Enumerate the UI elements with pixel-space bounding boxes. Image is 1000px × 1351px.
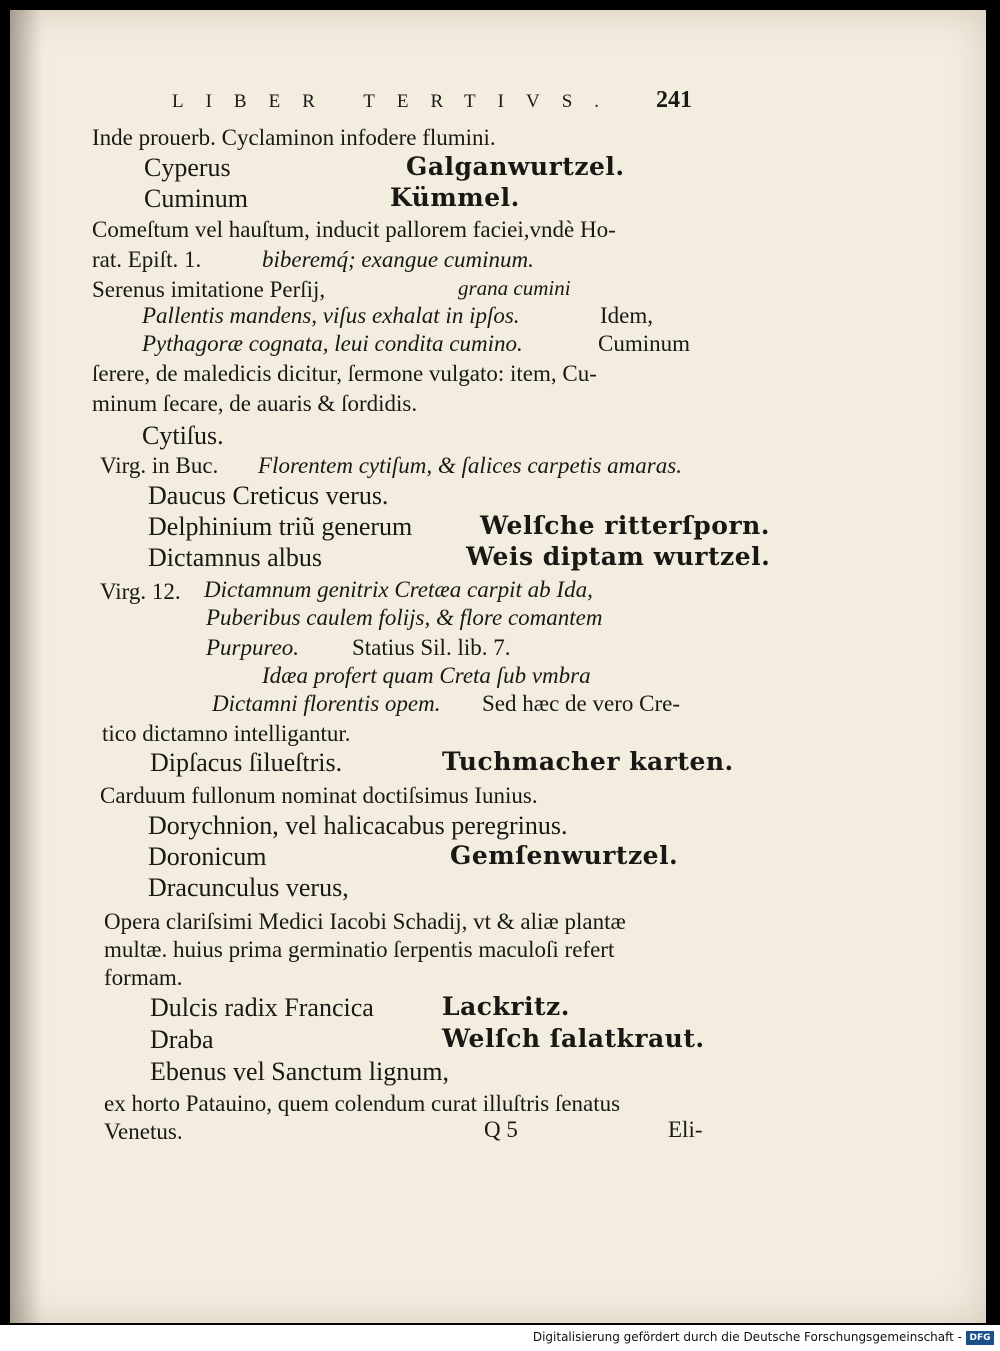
plant-name: Cytiſus. bbox=[142, 421, 224, 450]
text-line: rat. Epiſt. 1. bbox=[92, 247, 202, 272]
plant-name: Ebenus vel Sanctum lignum, bbox=[150, 1057, 449, 1086]
german-name: Lackritz. bbox=[442, 992, 570, 1021]
page-number: 241 bbox=[656, 87, 692, 113]
text-line: Comeſtum vel hauſtum, inducit pallorem faciei,vndè Ho- bbox=[92, 217, 616, 242]
plant-name: Dictamnus albus bbox=[148, 543, 323, 572]
text-line: Virg. 12. bbox=[100, 579, 181, 604]
plant-name: Dorychnion, vel halicacabus peregrinus. bbox=[148, 811, 568, 840]
text-line: ſerere, de maledicis dicitur, ſermone vulgato: item, Cu- bbox=[92, 361, 597, 386]
plant-name: Dulcis radix Francica bbox=[150, 993, 374, 1022]
text-line: formam. bbox=[104, 965, 183, 990]
quote: biberemq́; exangue cuminum. bbox=[262, 247, 534, 272]
text-line: Carduum fullonum nominat doctiſsimus Iunius. bbox=[100, 783, 538, 808]
text-line: Sed hæc de vero Cre- bbox=[482, 691, 680, 716]
quote: Pythagoræ cognata, leui condita cumino. bbox=[142, 331, 523, 356]
text-line: Venetus. bbox=[104, 1119, 183, 1144]
german-name: Galganwurtzel. bbox=[406, 152, 625, 181]
signature-mark: Q 5 bbox=[484, 1117, 518, 1142]
quote: Dictamnum genitrix Cretæa carpit ab Ida, bbox=[204, 577, 593, 602]
footer-credit: Digitalisierung gefördert durch die Deutsche Forschungsgemeinschaft - bbox=[532, 1330, 962, 1344]
quote: Idæa profert quam Creta ſub vmbra bbox=[262, 663, 591, 688]
plant-name: Cuminum bbox=[144, 184, 249, 213]
text-line: Statius Sil. lib. 7. bbox=[352, 635, 511, 660]
german-name: Gemſenwurtzel. bbox=[450, 841, 679, 870]
quote: Pallentis mandens, viſus exhalat in ipſos. bbox=[142, 303, 520, 328]
footer-bar bbox=[0, 1325, 1000, 1351]
text-line: ex horto Patauino, quem colendum curat illuſtris ſenatus bbox=[104, 1091, 621, 1116]
quote: Dictamni florentis opem. bbox=[212, 691, 441, 716]
text-line: Cuminum bbox=[598, 331, 691, 356]
plant-name: Doronicum bbox=[148, 842, 267, 871]
german-name: Tuchmacher karten. bbox=[442, 747, 734, 776]
running-title: LIBER TERTIVS. bbox=[172, 91, 622, 112]
plant-name: Draba bbox=[150, 1025, 214, 1054]
page-gutter-shadow bbox=[10, 10, 42, 1323]
text-line: Inde prouerb. Cyclaminon infodere flumini. bbox=[92, 125, 496, 150]
quote: Puberibus caulem folijs, & flore comantem bbox=[206, 605, 603, 630]
german-name: Welſch ſalatkraut. bbox=[442, 1024, 705, 1053]
text-line: Virg. in Buc. bbox=[100, 453, 219, 478]
text-line: Serenus imitatione Perſij, bbox=[92, 277, 326, 302]
plant-name: Dipſacus ſilueſtris. bbox=[150, 748, 343, 777]
german-name: Weis diptam wurtzel. bbox=[466, 542, 771, 571]
text-line: Opera clariſsimi Medici Iacobi Schadij, vt & aliæ plantæ bbox=[104, 909, 626, 934]
quote: grana cumini bbox=[458, 276, 571, 300]
text-line: multæ. huius prima germinatio ſerpentis maculoſi refert bbox=[104, 937, 615, 962]
text-line: tico dictamno intelligantur. bbox=[102, 721, 351, 746]
book-page bbox=[10, 10, 986, 1323]
plant-name: Delphinium triũ generum bbox=[148, 512, 413, 541]
plant-name: Daucus Creticus verus. bbox=[148, 481, 389, 510]
quote: Florentem cytiſum, & ſalices carpetis amaras. bbox=[258, 453, 682, 478]
quote: Purpureo. bbox=[206, 635, 300, 660]
text-line: minum ſecare, de auaris & ſordidis. bbox=[92, 391, 418, 416]
plant-name: Cyperus bbox=[144, 153, 231, 182]
german-name: Welſche ritterſporn. bbox=[480, 511, 771, 540]
catchword: Eli- bbox=[668, 1117, 703, 1142]
dfg-logo: DFG bbox=[966, 1331, 994, 1345]
text-line: Idem, bbox=[600, 303, 654, 328]
german-name: Kümmel. bbox=[390, 183, 520, 212]
plant-name: Dracunculus verus, bbox=[148, 873, 349, 902]
